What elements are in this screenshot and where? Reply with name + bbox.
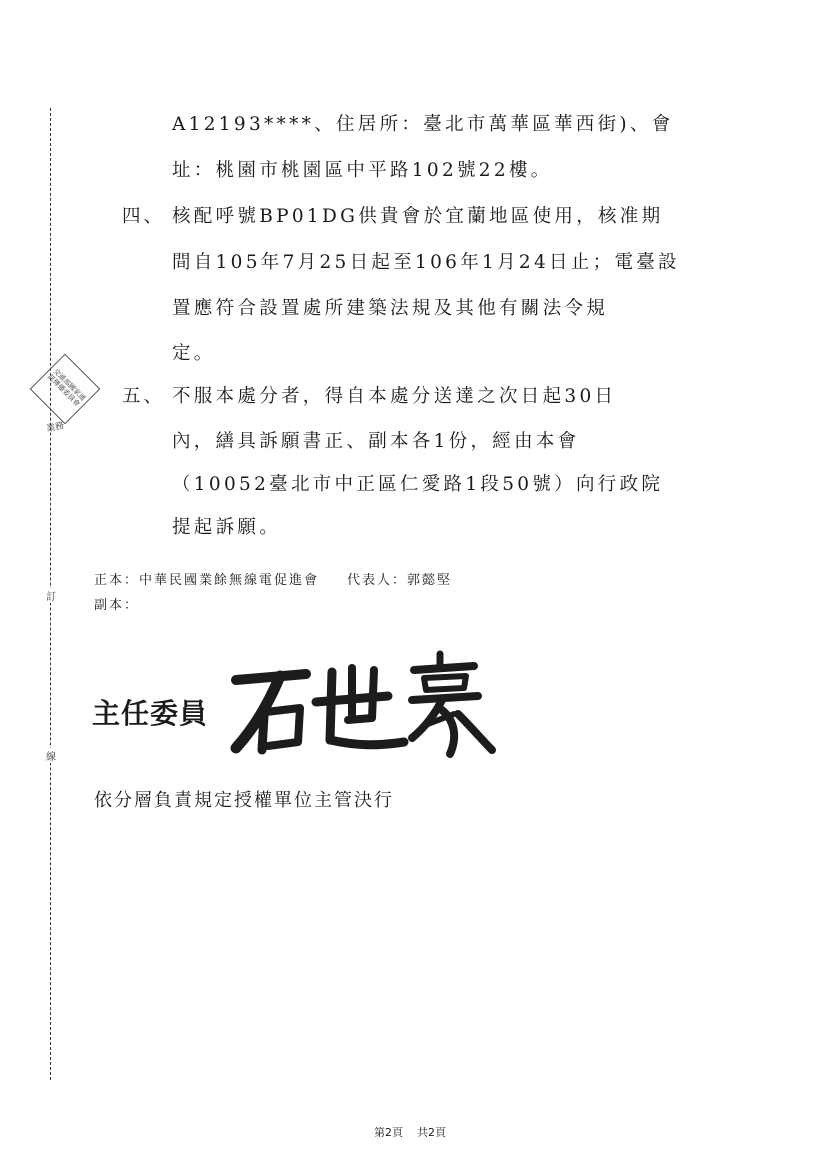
page-total: 共2頁 [417,1126,446,1139]
body-line: 定。 [172,343,216,364]
recipient-copy-label: 副本： [94,598,140,613]
binding-char-xian: 線 [44,748,58,763]
body-line: 提起訴願。 [172,517,282,538]
chief-title: 主任委員 [92,697,209,730]
item-number-four: 四、 [122,206,166,227]
body-line: A12193****、住居所：臺北市萬華區華西街)、會 [172,114,674,135]
body-line: （10052臺北市中正區仁愛路1段50號）向行政院 [172,474,664,495]
seal-stamp: 交通部國家通訊傳播委員會 [30,354,101,425]
representative-name: 郭懿堅 [407,573,453,588]
recipient-main-label: 正本： [94,573,140,588]
signature-image [228,650,498,765]
recipient-main-org: 中華民國業餘無線電促進會 [139,573,320,588]
body-line: 內，繕具訴願書正、副本各1份，經由本會 [172,431,580,452]
recipient-main [94,569,452,588]
body-line: 核配呼號BP01DG供貴會於宜蘭地區使用，核准期 [172,206,664,227]
body-line: 不服本處分者，得自本處分送達之次日起30日 [172,386,617,407]
body-line: 址：桃園市桃園區中平路102號22樓。 [172,160,553,181]
seal-note: 業務 [45,421,66,435]
binding-char-ding: 訂 [44,588,58,603]
recipient-copy [94,594,139,613]
page-footer [0,1124,820,1140]
delegation-note: 依分層負責規定授權單位主管決行 [94,790,394,811]
representative-label: 代表人： [347,573,408,588]
body-line: 置應符合設置處所建築法規及其他有關法令規 [172,298,609,319]
item-number-five: 五、 [122,386,166,407]
body-line: 間自105年7月25日起至106年1月24日止；電臺設 [172,252,680,273]
page-number: 第2頁 [374,1126,403,1139]
